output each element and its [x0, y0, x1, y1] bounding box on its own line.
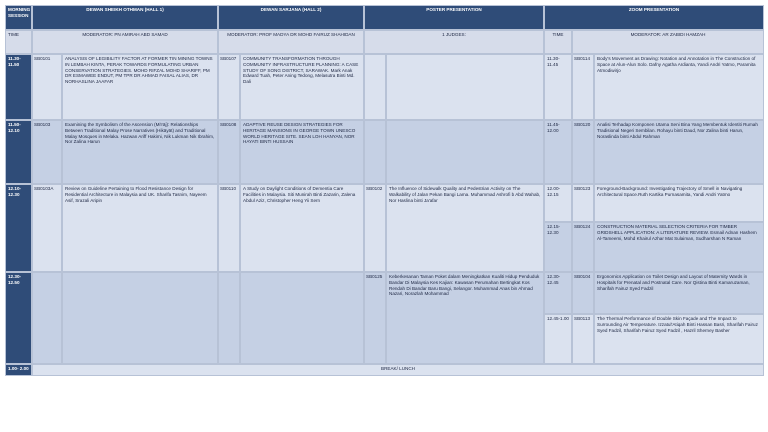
paper-code: SB0103 — [32, 120, 62, 184]
slot-time: 12.10-12.30 — [5, 184, 32, 272]
poster-entry: Keberkesanan Taman Poket dalam Meningkatkan Kualiti Hidup Penduduk Bandar Di Malaysia Kes Kajian: Kawasan Perumahan Bertingkat Kos Rendah Di Bandar Baru Bangi, Selangor. Muhammad Anas bin Ahmad Nazari, Norazlah Mohammad — [386, 272, 544, 364]
poster-judges: 1 JUDGES: — [364, 30, 544, 54]
time-column-label: TIME — [5, 30, 32, 54]
paper-entry: COMMUNITY TRANSFORMATION THROUGH COMMUNITY INFRASTRUCTURE PLANNING: A CASE STUDY OF SONG DISTRICT, SARAWAK. Mark Anak Edward Tuah, Peter Aning Tedong, Melasutra Binti Md. Dali — [240, 54, 364, 120]
poster-code — [364, 120, 386, 184]
paper-entry: Review on Guideline Pertaining to Flood Resistance Design for Residential Architecture in Malaysia and UK. Sharifa Tasnim, Nayeem Asif, Srazali Aripin — [62, 184, 218, 272]
zoom-time: 11.30-11.45 — [544, 54, 572, 120]
paper-code — [32, 272, 62, 364]
zoom-time: 12.30-12.45 — [544, 272, 572, 314]
paper-entry: ADAPTIVE REUSE DESIGN STRATEGIES FOR HERITAGE MANSIONS IN GEORGE TOWN UNESCO WORLD HERITAGE SITE. SEAN LOH HANYAN, NOR HAYATI BINTI HUSSAIN — [240, 120, 364, 184]
zoom-time: 11.45-12.00 — [544, 120, 572, 184]
header-hall1: DEWAN SHEIKH OTHMAN (HALL 1) — [32, 5, 218, 30]
poster-entry — [386, 54, 544, 120]
break-time: 1.00- 2.00 — [5, 364, 32, 376]
moderator-zoom: MODERATOR: AR ZABIDI HAMZAH — [572, 30, 764, 54]
poster-code: SB0102 — [364, 184, 386, 272]
paper-entry: Examining the Symbolism of the Ascension (Mi'rāj): Relationships Between Traditional Malay Prose Narratives (Hikāyāt) and Traditional Malay Mosques in Melaka. Hazwan Ariff Hakimi, Nik Lukman Nik Ibrahim, Nor Zalina Harun — [62, 120, 218, 184]
moderator-hall1: MODERATOR: PN AMIRAH ABD SAMAD — [32, 30, 218, 54]
zoom-time: 12.45-1.00 — [544, 314, 572, 364]
paper-code: SB0103A — [32, 184, 62, 272]
poster-code — [364, 54, 386, 120]
poster-code: SB0125 — [364, 272, 386, 364]
zoom-time: 12.00-12.15 — [544, 184, 572, 222]
slot-time: 11.50-12.10 — [5, 120, 32, 184]
zoom-entry: Foreground-Background: Investigating Trajectory of Smell in Navigating Architectural Space.Ruth Kartika Purnasamita, Yandi Andri Yatmo — [594, 184, 764, 222]
paper-code: SB0101 — [32, 54, 62, 120]
zoom-time: 12.15-12.30 — [544, 222, 572, 272]
header-zoom: ZOOM PRESENTATION — [544, 5, 764, 30]
slot-time: 12.30-12.50 — [5, 272, 32, 364]
zoom-code: SB0104 — [572, 272, 594, 314]
moderator-hall2: MODERATOR: PROF MADYA DR MOHD FAIRUZ SHAHIDAN — [218, 30, 364, 54]
slot-time: 11.30-11.50 — [5, 54, 32, 120]
paper-code: SB0110 — [218, 184, 240, 272]
break-label: BREAK/ LUNCH — [32, 364, 764, 376]
zoom-entry: Analisi Terhadap Komponen Utama Seni Bina Yang Membentuk Identiti Rumah Tradisional Negeri Sembilan. Rohayu binti Daud, Nor Zalina binti Harun, Noraslinda binti Abdul Rahman — [594, 120, 764, 184]
poster-entry: The Influence of Sidewalk Quality and Pedestrian Activity on The Walkability of Jalan Pekan Bangi Lama. Muhammad Ashrofi b Abd Wahab, Nor Haslina binti Ja'afar — [386, 184, 544, 272]
paper-code: SB0108 — [218, 120, 240, 184]
paper-entry — [62, 272, 218, 364]
zoom-code: SB0120 — [572, 120, 594, 184]
zoom-entry: Ergonomics Application on Toilet Design and Layout of Maternity Wards in Hospitals for Prenatal and Postnatal Care. Nor Qistina Binti Kamaruzaman, Sharifah Fairuz Syed Fadzil — [594, 272, 764, 314]
zoom-code: SB0114 — [572, 54, 594, 120]
header-session: MORNING SESSION — [5, 5, 32, 30]
poster-entry — [386, 120, 544, 184]
paper-code: SB0107 — [218, 54, 240, 120]
zoom-code: SB0113 — [572, 314, 594, 364]
zoom-entry: The Thermal Performance of Double Skin Façade and The Impact to Surrounding Air Temperature. Izzatul'Atiqah Binti Hassan Basri, Sharifah Fairuz Syed Fadzil, Sharifah Fairuz Syed Fadzil , Hazril Sherney Basher — [594, 314, 764, 364]
paper-entry — [240, 272, 364, 364]
zoom-entry: CONSTRUCTION MATERIAL SELECTION CRITERIA FOR TIMBER GRIDSHELL APPLICATION: A LITERATURE REVIEW. Esmail Adnan Hashem Al-Tameemi, Mohd Khairul Azhar Mat Sulaiman, Sudharshan N Raman — [594, 222, 764, 272]
zoom-time-label: TIME — [544, 30, 572, 54]
zoom-code: SB0124 — [572, 222, 594, 272]
header-poster: POSTER PRESENTATION — [364, 5, 544, 30]
paper-code — [218, 272, 240, 364]
header-hall2: DEWAN SARJANA (HALL 2) — [218, 5, 364, 30]
zoom-entry: Body's Movement as Drawing: Notation and Annotation in The Construction of Space at Alun-Alun Solo. Dafny Agatha Ardianta, Yandi Andri Yatmo, Paramita Atmodiwirjo — [594, 54, 764, 120]
paper-entry: ANALYSIS OF LEGIBILITY FACTOR AT FORMER TIN MINING TOWNS IN LEMBAH KINTA, PERAK TOWARDS FORMULATING URBAN CONSERVATION STRATEGIES. MOHD RIFZAL MOHD SHARIFF, PM DR ESMAWEE ENDUT, PM TPR DR AHMAD FAISAL ALIAS, DR NORHASLINA JAAFAR — [62, 54, 218, 120]
zoom-code: SB0123 — [572, 184, 594, 222]
paper-entry: A Study on Daylight Conditions of Dementia Care Facilities in Malaysia. Siti Munirah Binti Zazarin, Zalena Abdul Aziz, Christopher Heng Yii Sern — [240, 184, 364, 272]
